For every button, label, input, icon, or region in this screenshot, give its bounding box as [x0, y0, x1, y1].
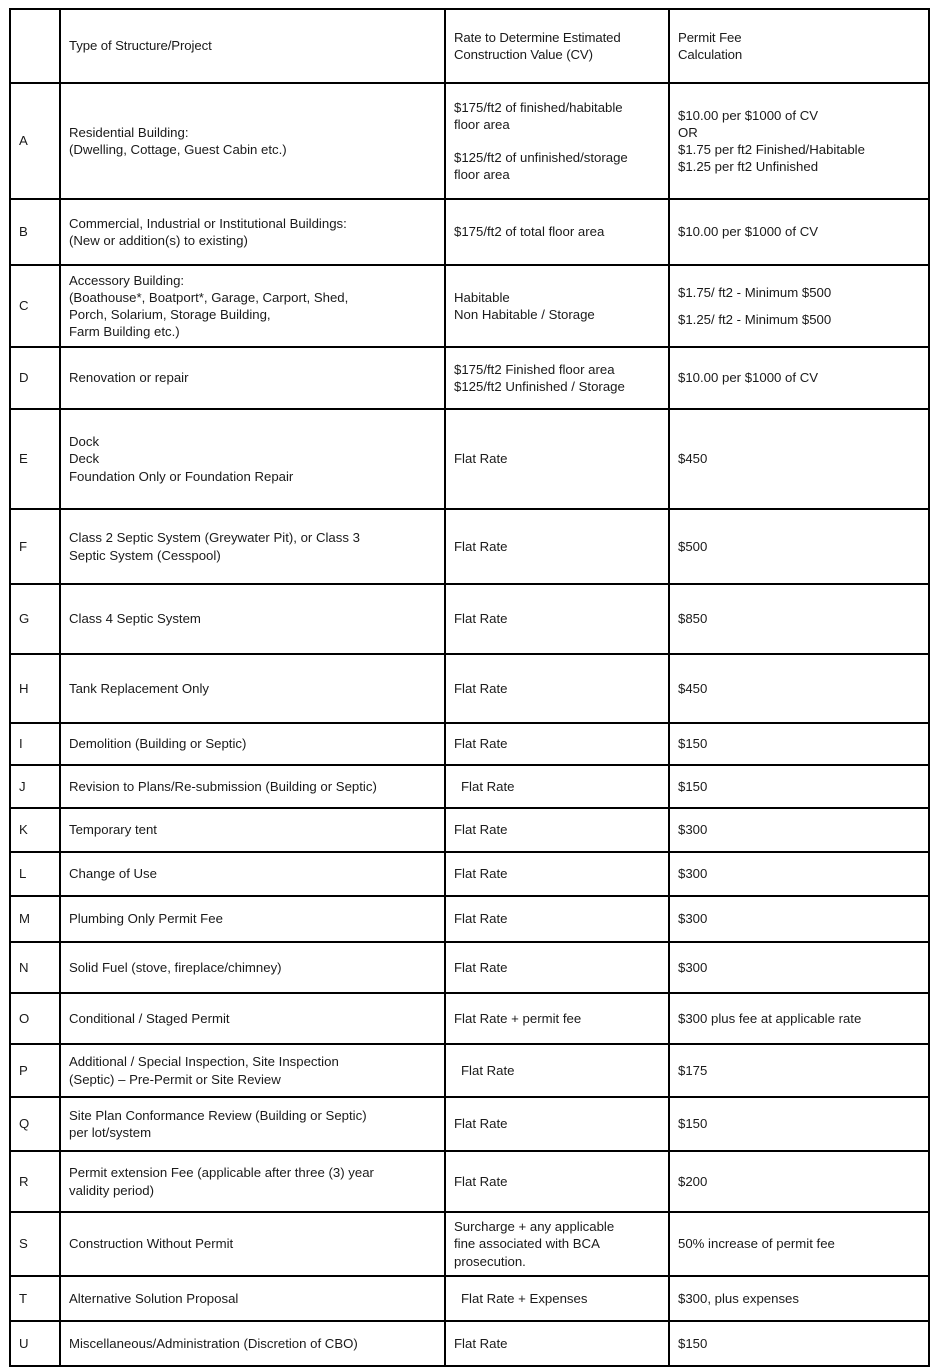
cell-construction-value-rate — [445, 942, 669, 993]
table-row — [10, 199, 929, 265]
cell-structure-type — [60, 852, 445, 896]
table-row — [10, 1212, 929, 1276]
cell-permit-fee-calculation — [669, 723, 929, 765]
text-line: $150 — [678, 736, 708, 752]
text-line: Deck — [69, 451, 100, 467]
text-line: $300 plus fee at applicable rate — [678, 1010, 862, 1026]
cell-construction-value-rate — [445, 1212, 669, 1276]
cell-structure-type — [60, 765, 445, 808]
text-line: Porch, Solarium, Storage Building, — [69, 307, 271, 322]
text-line: $10.00 per $1000 of CV — [678, 224, 819, 240]
text-line: Renovation or repair — [69, 370, 189, 386]
text-line: $300, plus expenses — [678, 1290, 799, 1306]
text-line: $1.25 per ft2 Unfinished — [678, 159, 819, 175]
text-line: (Boathouse*, Boatport*, Garage, Carport, Shed, — [69, 289, 349, 305]
cell-structure-type — [60, 896, 445, 942]
row-letter-n: N — [10, 942, 60, 993]
text-line: Plumbing Only Permit Fee — [69, 911, 223, 927]
cell-structure-type — [60, 942, 445, 993]
text-line: $150 — [678, 1335, 708, 1351]
row-letter-l: L — [10, 852, 60, 896]
text-line: $450 — [678, 451, 708, 467]
cell-structure-type — [60, 1321, 445, 1366]
cell-permit-fee-calculation — [669, 1097, 929, 1151]
permit-fee-table — [9, 8, 930, 1367]
cell-construction-value-rate — [445, 347, 669, 409]
header-row — [10, 9, 929, 83]
cell-construction-value-rate — [445, 1097, 669, 1151]
cell-construction-value-rate — [445, 765, 669, 808]
cell-construction-value-rate — [445, 654, 669, 723]
text-line: Additional / Special Inspection, Site Inspection — [69, 1054, 339, 1070]
cell-permit-fee-calculation — [669, 347, 929, 409]
text-line: Miscellaneous/Administration (Discretion of CBO) — [69, 1335, 358, 1351]
cell-structure-type — [60, 199, 445, 265]
row-letter-q: Q — [10, 1097, 60, 1151]
text-line: $450 — [678, 680, 708, 696]
cell-structure-type — [60, 1151, 445, 1212]
text-line: $1.75/ ft2 - Minimum $500 — [678, 285, 832, 301]
text-line: $200 — [678, 1173, 708, 1189]
table-row — [10, 1097, 929, 1151]
text-line: $175 — [678, 1062, 708, 1078]
text-line: Site Plan Conformance Review (Building or Septic) — [69, 1107, 367, 1123]
cell-permit-fee-calculation — [669, 765, 929, 808]
text-line: $1.75 per ft2 Finished/Habitable — [678, 142, 865, 157]
text-line: Construction Value (CV) — [454, 47, 593, 62]
table-row — [10, 723, 929, 765]
row-letter-h: H — [10, 654, 60, 723]
cell-structure-type — [60, 808, 445, 852]
text-line: $10.00 per $1000 of CV — [678, 107, 819, 123]
text-line: floor area — [454, 167, 510, 183]
text-line: $10.00 per $1000 of CV — [678, 370, 819, 386]
text-line: Non Habitable / Storage — [454, 307, 595, 322]
cell-permit-fee-calculation — [669, 584, 929, 654]
cell-construction-value-rate — [445, 808, 669, 852]
cell-structure-type — [60, 265, 445, 347]
cell-construction-value-rate — [445, 896, 669, 942]
cell-structure-type — [60, 654, 445, 723]
cell-structure-type — [60, 723, 445, 765]
cell-construction-value-rate — [445, 1321, 669, 1366]
text-line: fine associated with BCA — [454, 1236, 600, 1252]
text-line: Flat Rate — [454, 822, 508, 838]
row-letter-d: D — [10, 347, 60, 409]
text-line: Habitable — [454, 289, 510, 305]
cell-permit-fee-calculation — [669, 509, 929, 584]
cell-permit-fee-calculation — [669, 852, 929, 896]
text-line: Conditional / Staged Permit — [69, 1010, 230, 1026]
text-line: Flat Rate + permit fee — [454, 1010, 582, 1026]
text-line: Construction Without Permit — [69, 1236, 234, 1252]
text-line: $300 — [678, 959, 708, 975]
cell-structure-type — [60, 509, 445, 584]
row-letter-m: M — [10, 896, 60, 942]
table-row — [10, 509, 929, 584]
text-line: Flat Rate — [454, 866, 508, 882]
text-line: Flat Rate — [461, 778, 515, 794]
cell-construction-value-rate — [445, 1151, 669, 1212]
text-line: OR — [678, 124, 698, 140]
table-row — [10, 993, 929, 1044]
row-letter-k: K — [10, 808, 60, 852]
table-body — [10, 83, 929, 1366]
table-row — [10, 1276, 929, 1321]
cell-permit-fee-calculation — [669, 654, 929, 723]
text-line: $125/ft2 of unfinished/storage — [454, 150, 628, 165]
text-line: Calculation — [678, 47, 743, 62]
text-line: Revision to Plans/Re-submission (Building or Septic) — [69, 778, 377, 794]
text-line: validity period) — [69, 1182, 155, 1198]
cell-permit-fee-calculation — [669, 265, 929, 347]
cell-construction-value-rate — [445, 584, 669, 654]
text-line: $175/ft2 of finished/habitable — [454, 99, 623, 115]
text-line: $125/ft2 Unfinished / Storage — [454, 379, 625, 394]
cell-structure-type — [60, 409, 445, 509]
text-line: Rate to Determine Estimated — [454, 29, 621, 45]
table-header — [10, 9, 929, 83]
text-line: Demolition (Building or Septic) — [69, 736, 247, 752]
row-letter-i: I — [10, 723, 60, 765]
cell-permit-fee-calculation — [669, 1151, 929, 1212]
text-line: Flat Rate — [454, 1335, 508, 1351]
text-line: (Dwelling, Cottage, Guest Cabin etc.) — [69, 142, 287, 157]
text-line: Class 4 Septic System — [69, 611, 201, 627]
cell-permit-fee-calculation — [669, 83, 929, 199]
text-line: $1.25/ ft2 - Minimum $500 — [678, 311, 832, 327]
row-letter-e: E — [10, 409, 60, 509]
text-line: prosecution. — [454, 1253, 526, 1269]
text-line: Commercial, Industrial or Institutional Buildings: — [69, 215, 347, 231]
text-line: Flat Rate + Expenses — [461, 1290, 588, 1306]
table-row — [10, 1321, 929, 1366]
cell-construction-value-rate — [445, 409, 669, 509]
table-row — [10, 265, 929, 347]
text-line: (Septic) – Pre-Permit or Site Review — [69, 1071, 281, 1087]
text-line: Temporary tent — [69, 822, 157, 838]
text-line: Flat Rate — [454, 680, 508, 696]
text-line: per lot/system — [69, 1125, 152, 1140]
header-cell-fee — [669, 9, 929, 83]
row-letter-u: U — [10, 1321, 60, 1366]
header-rate-text — [454, 29, 661, 63]
cell-construction-value-rate — [445, 723, 669, 765]
text-line: Flat Rate — [454, 451, 508, 467]
text-line: Permit Fee — [678, 29, 742, 45]
cell-structure-type — [60, 1212, 445, 1276]
row-letter-a: A — [10, 83, 60, 199]
cell-permit-fee-calculation — [669, 942, 929, 993]
cell-construction-value-rate — [445, 1276, 669, 1321]
text-line: Flat Rate — [454, 1116, 508, 1132]
table-row — [10, 584, 929, 654]
cell-structure-type — [60, 1097, 445, 1151]
cell-structure-type — [60, 1276, 445, 1321]
table-row — [10, 765, 929, 808]
cell-structure-type — [60, 1044, 445, 1097]
text-line: Accessory Building: — [69, 272, 185, 288]
text-line: Type of Structure/Project — [69, 38, 212, 54]
cell-construction-value-rate — [445, 1044, 669, 1097]
text-line: Foundation Only or Foundation Repair — [69, 468, 294, 484]
row-letter-s: S — [10, 1212, 60, 1276]
text-line: Flat Rate — [454, 1173, 508, 1189]
table-row — [10, 83, 929, 199]
table-row — [10, 1044, 929, 1097]
cell-permit-fee-calculation — [669, 993, 929, 1044]
text-line: Residential Building: — [69, 124, 189, 140]
table-row — [10, 347, 929, 409]
row-letter-r: R — [10, 1151, 60, 1212]
text-line: 50% increase of permit fee — [678, 1236, 835, 1252]
cell-permit-fee-calculation — [669, 1276, 929, 1321]
header-cell-rate — [445, 9, 669, 83]
cell-construction-value-rate — [445, 265, 669, 347]
text-line: Change of Use — [69, 866, 157, 882]
table-row — [10, 409, 929, 509]
text-line: Dock — [69, 434, 100, 450]
text-line: $175/ft2 of total floor area — [454, 224, 605, 240]
text-line: $150 — [678, 1116, 708, 1132]
row-letter-p: P — [10, 1044, 60, 1097]
text-line: $300 — [678, 911, 708, 927]
text-line: $300 — [678, 866, 708, 882]
text-line: Flat Rate — [454, 911, 508, 927]
text-line: Flat Rate — [461, 1062, 515, 1078]
cell-structure-type — [60, 584, 445, 654]
text-line: $850 — [678, 611, 708, 627]
row-letter-j: J — [10, 765, 60, 808]
text-line: Flat Rate — [454, 959, 508, 975]
header-cell-type — [60, 9, 445, 83]
cell-permit-fee-calculation — [669, 1321, 929, 1366]
text-line: Flat Rate — [454, 736, 508, 752]
text-line: $150 — [678, 778, 708, 794]
text-line: floor area — [454, 116, 510, 132]
row-letter-b: B — [10, 199, 60, 265]
header-type-text — [69, 37, 437, 54]
table-row — [10, 896, 929, 942]
cell-permit-fee-calculation — [669, 199, 929, 265]
header-cell-letter — [10, 9, 60, 83]
text-line: $500 — [678, 538, 708, 554]
cell-permit-fee-calculation — [669, 1044, 929, 1097]
cell-permit-fee-calculation — [669, 1212, 929, 1276]
cell-permit-fee-calculation — [669, 409, 929, 509]
row-letter-f: F — [10, 509, 60, 584]
text-line: Surcharge + any applicable — [454, 1219, 615, 1235]
table-row — [10, 1151, 929, 1212]
cell-permit-fee-calculation — [669, 808, 929, 852]
text-line: Class 2 Septic System (Greywater Pit), or Class 3 — [69, 530, 360, 546]
row-letter-o: O — [10, 993, 60, 1044]
table-row — [10, 654, 929, 723]
row-letter-g: G — [10, 584, 60, 654]
text-line: Alternative Solution Proposal — [69, 1290, 239, 1306]
text-line: Solid Fuel (stove, fireplace/chimney) — [69, 959, 282, 975]
cell-permit-fee-calculation — [669, 896, 929, 942]
text-line: Farm Building etc.) — [69, 324, 180, 340]
cell-structure-type — [60, 993, 445, 1044]
text-line: Tank Replacement Only — [69, 680, 209, 696]
text-line: Septic System (Cesspool) — [69, 547, 221, 563]
text-line: Flat Rate — [454, 538, 508, 554]
row-letter-t: T — [10, 1276, 60, 1321]
text-line: Flat Rate — [454, 611, 508, 627]
table-row — [10, 808, 929, 852]
table-row — [10, 852, 929, 896]
text-line: (New or addition(s) to existing) — [69, 233, 248, 248]
text-line: $300 — [678, 822, 708, 838]
cell-structure-type — [60, 83, 445, 199]
row-letter-c: C — [10, 265, 60, 347]
cell-construction-value-rate — [445, 993, 669, 1044]
cell-construction-value-rate — [445, 509, 669, 584]
text-line: Permit extension Fee (applicable after three (3) year — [69, 1165, 374, 1181]
cell-construction-value-rate — [445, 199, 669, 265]
cell-construction-value-rate — [445, 852, 669, 896]
cell-construction-value-rate — [445, 83, 669, 199]
cell-structure-type — [60, 347, 445, 409]
table-row — [10, 942, 929, 993]
header-fee-text — [678, 29, 921, 63]
text-line: $175/ft2 Finished floor area — [454, 361, 615, 377]
